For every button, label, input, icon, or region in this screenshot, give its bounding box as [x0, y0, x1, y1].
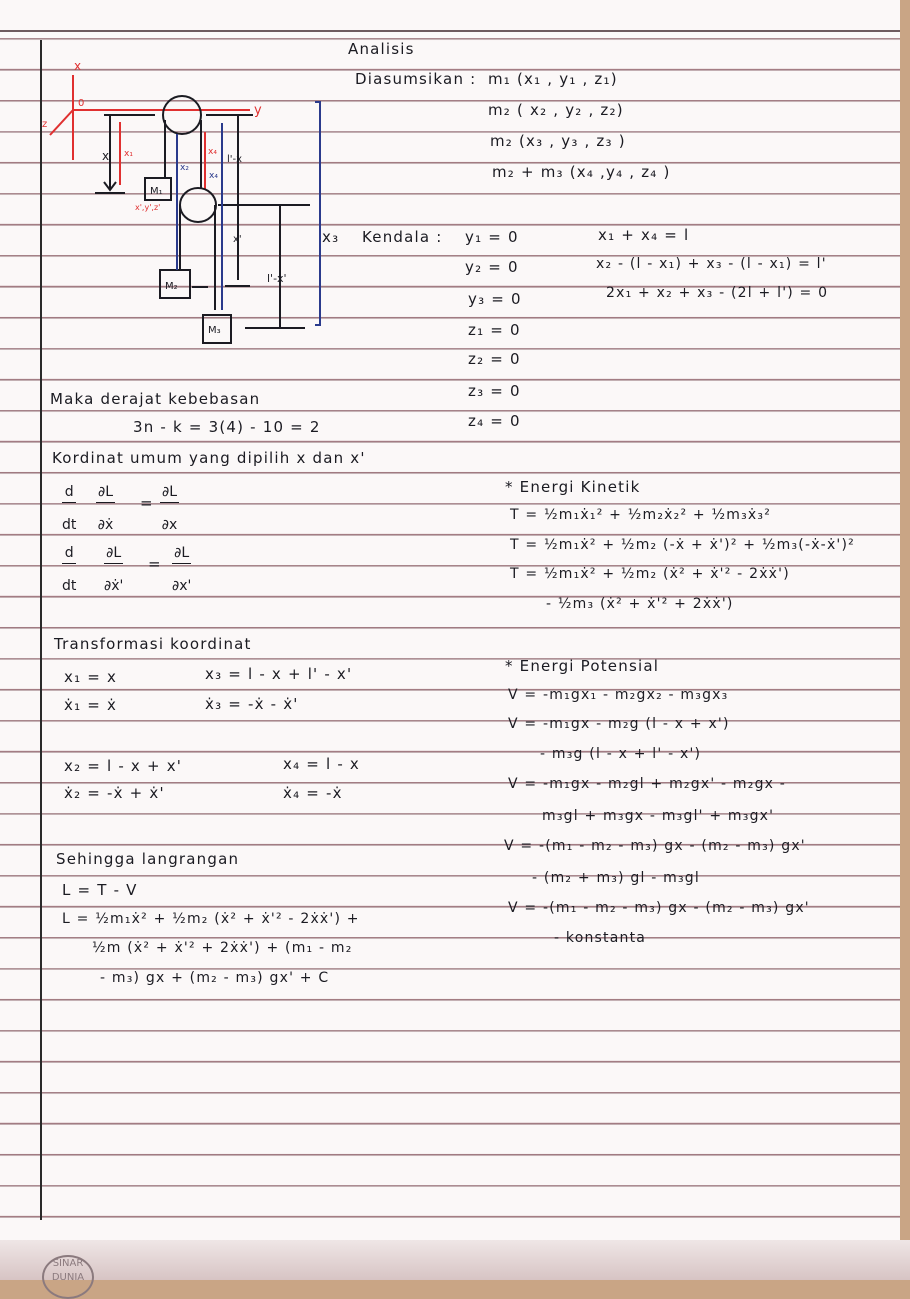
kinetic-line: T = ½m₁ẋ₁² + ½m₂ẋ₂² + ½m₃ẋ₃² — [510, 507, 772, 523]
constraint-equation: 2x₁ + x₂ + x₃ - (2l + l') = 0 — [606, 285, 829, 301]
potential-line: V = -(m₁ - m₂ - m₃) gx - (m₂ - m₃) gx' — [504, 838, 806, 854]
top-pulley — [163, 96, 201, 134]
mass-m1: M₁ — [150, 186, 163, 197]
constraint-item: z₄ = 0 — [468, 412, 521, 430]
assumptions-label: Diasumsikan : — [355, 70, 477, 88]
transform-left: x₂ = l - x + x' — [64, 757, 183, 775]
potential-line: V = -m₁gx₁ - m₂gx₂ - m₃gx₃ — [508, 687, 729, 703]
el-dl-dx: $\frac{\partial L}{\partial x}$ — [161, 484, 178, 533]
mass-m2: M₂ — [165, 281, 178, 292]
label-x1: x₁ — [124, 149, 133, 159]
page-title: Analisis — [348, 40, 415, 58]
generalized-coords: Kordinat umum yang dipilih x dan x' — [52, 449, 366, 467]
label-x4-blue: x₄ — [209, 171, 218, 181]
dof-heading: Maka derajat kebebasan — [50, 390, 261, 408]
lagrangian-heading: Sehingga langrangan — [56, 850, 240, 868]
lagrangian-line: L = ½m₁ẋ² + ½m₂ (ẋ² + ẋ'² - 2ẋẋ') + — [62, 911, 360, 927]
dof-formula: 3n - k = 3(4) - 10 = 2 — [133, 418, 321, 436]
mass-m3: M₃ — [208, 325, 221, 336]
constraint-item: z₁ = 0 — [468, 321, 521, 339]
el-dl-dxprime: $\frac{\partial L}{\partial x'}$ — [172, 545, 192, 594]
transform-right: x₄ = l - x — [283, 755, 360, 773]
kinetic-line: T = ½m₁ẋ² + ½m₂ (-ẋ + ẋ')² + ½m₃(-ẋ-ẋ')² — [510, 537, 855, 553]
transform-right: ẋ₄ = -ẋ — [283, 784, 343, 802]
constraint-equation: x₂ - (l - x₁) + x₃ - (l - x₁) = l' — [596, 256, 827, 272]
constraint-item: y₂ = 0 — [465, 258, 519, 276]
transform-right: x₃ = l - x + l' - x' — [205, 665, 353, 683]
x-axis-line — [50, 110, 73, 135]
transform-left: x₁ = x — [64, 668, 118, 686]
label-m1-coords: x',y',z' — [135, 203, 161, 212]
assumption-item: m₂ (x₃ , y₃ , z₃ ) — [490, 132, 626, 150]
assumption-item: m₁ (x₁ , y₁ , z₁) — [488, 70, 618, 88]
lagrangian-line: - m₃) gx + (m₂ - m₃) gx' + C — [100, 970, 330, 986]
potential-line: - m₃g (l - x + l' - x') — [540, 746, 702, 762]
kinetic-heading: * Energi Kinetik — [505, 478, 641, 496]
constraint-item: y₁ = 0 — [465, 228, 519, 246]
el-d-dt: $\frac{d}{dt}$ — [62, 484, 77, 533]
axis-label-z: x — [74, 59, 82, 73]
el-equals-2: = — [148, 555, 162, 573]
potential-line: V = -(m₁ - m₂ - m₃) gx - (m₂ - m₃) gx' — [508, 900, 810, 916]
label-l-minus-x: l'-x — [227, 154, 243, 165]
constraint-item: y₃ = 0 — [468, 290, 522, 308]
lower-pulley — [180, 188, 216, 222]
potential-line: - konstanta — [554, 930, 647, 946]
label-xprime: x' — [233, 234, 242, 245]
assumption-item: m₂ ( x₂ , y₂ , z₂) — [488, 101, 624, 119]
el-d-dt-2: $\frac{d}{dt}$ — [62, 545, 77, 594]
kinetic-line: T = ½m₁ẋ² + ½m₂ (ẋ² + ẋ'² - 2ẋẋ') — [510, 566, 790, 582]
x3-bracket — [315, 102, 320, 325]
transform-heading: Transformasi koordinat — [54, 635, 252, 653]
transform-left: ẋ₂ = -ẋ + ẋ' — [64, 784, 165, 802]
axis-label-x: z — [42, 119, 48, 130]
kinetic-line: - ½m₃ (ẋ² + ẋ'² + 2ẋẋ') — [546, 596, 734, 612]
assumption-item: m₂ + m₃ (x₄ ,y₄ , z₄ ) — [492, 163, 671, 181]
potential-line: V = -m₁gx - m₂g (l - x + x') — [508, 716, 730, 732]
label-x: x — [102, 149, 110, 163]
page-bottom-edge — [0, 1240, 910, 1280]
potential-line: V = -m₁gx - m₂gl + m₂gx' - m₂gx - — [508, 776, 787, 792]
constraint-equation: x₁ + x₄ = l — [598, 226, 690, 244]
brand-stamp: SINAR DUNIA — [42, 1255, 94, 1299]
potential-line: - (m₂ + m₃) gl - m₃gl — [532, 870, 700, 886]
potential-heading: * Energi Potensial — [505, 657, 660, 675]
el-dl-dxprimedot: $\frac{\partial L}{\text{∂ẋ'}}$ — [104, 545, 124, 594]
pulley-diagram — [40, 50, 340, 350]
lagrangian-line: L = T - V — [62, 881, 138, 899]
el-equals: = — [140, 494, 154, 512]
constraints-label: Kendala : — [362, 228, 443, 246]
constraint-item: z₂ = 0 — [468, 350, 521, 368]
constraint-item: z₃ = 0 — [468, 382, 521, 400]
label-x4: x₄ — [208, 147, 217, 157]
lagrangian-line: ½m (ẋ² + ẋ'² + 2ẋẋ') + (m₁ - m₂ — [92, 940, 353, 956]
label-lprime-minus-xprime: l'-x' — [267, 272, 287, 285]
axis-label-y: y — [254, 103, 262, 118]
transform-left: ẋ₁ = ẋ — [64, 696, 118, 714]
transform-right: ẋ₃ = -ẋ - ẋ' — [205, 695, 299, 713]
label-x2: x₂ — [180, 163, 189, 173]
potential-line: m₃gl + m₃gx - m₃gl' + m₃gx' — [542, 808, 775, 824]
x3-label: x₃ — [322, 228, 340, 246]
axis-label-origin: 0 — [78, 98, 85, 109]
el-dl-dxdot: $\frac{\partial L}{\text{∂ẋ}}$ — [97, 484, 114, 533]
